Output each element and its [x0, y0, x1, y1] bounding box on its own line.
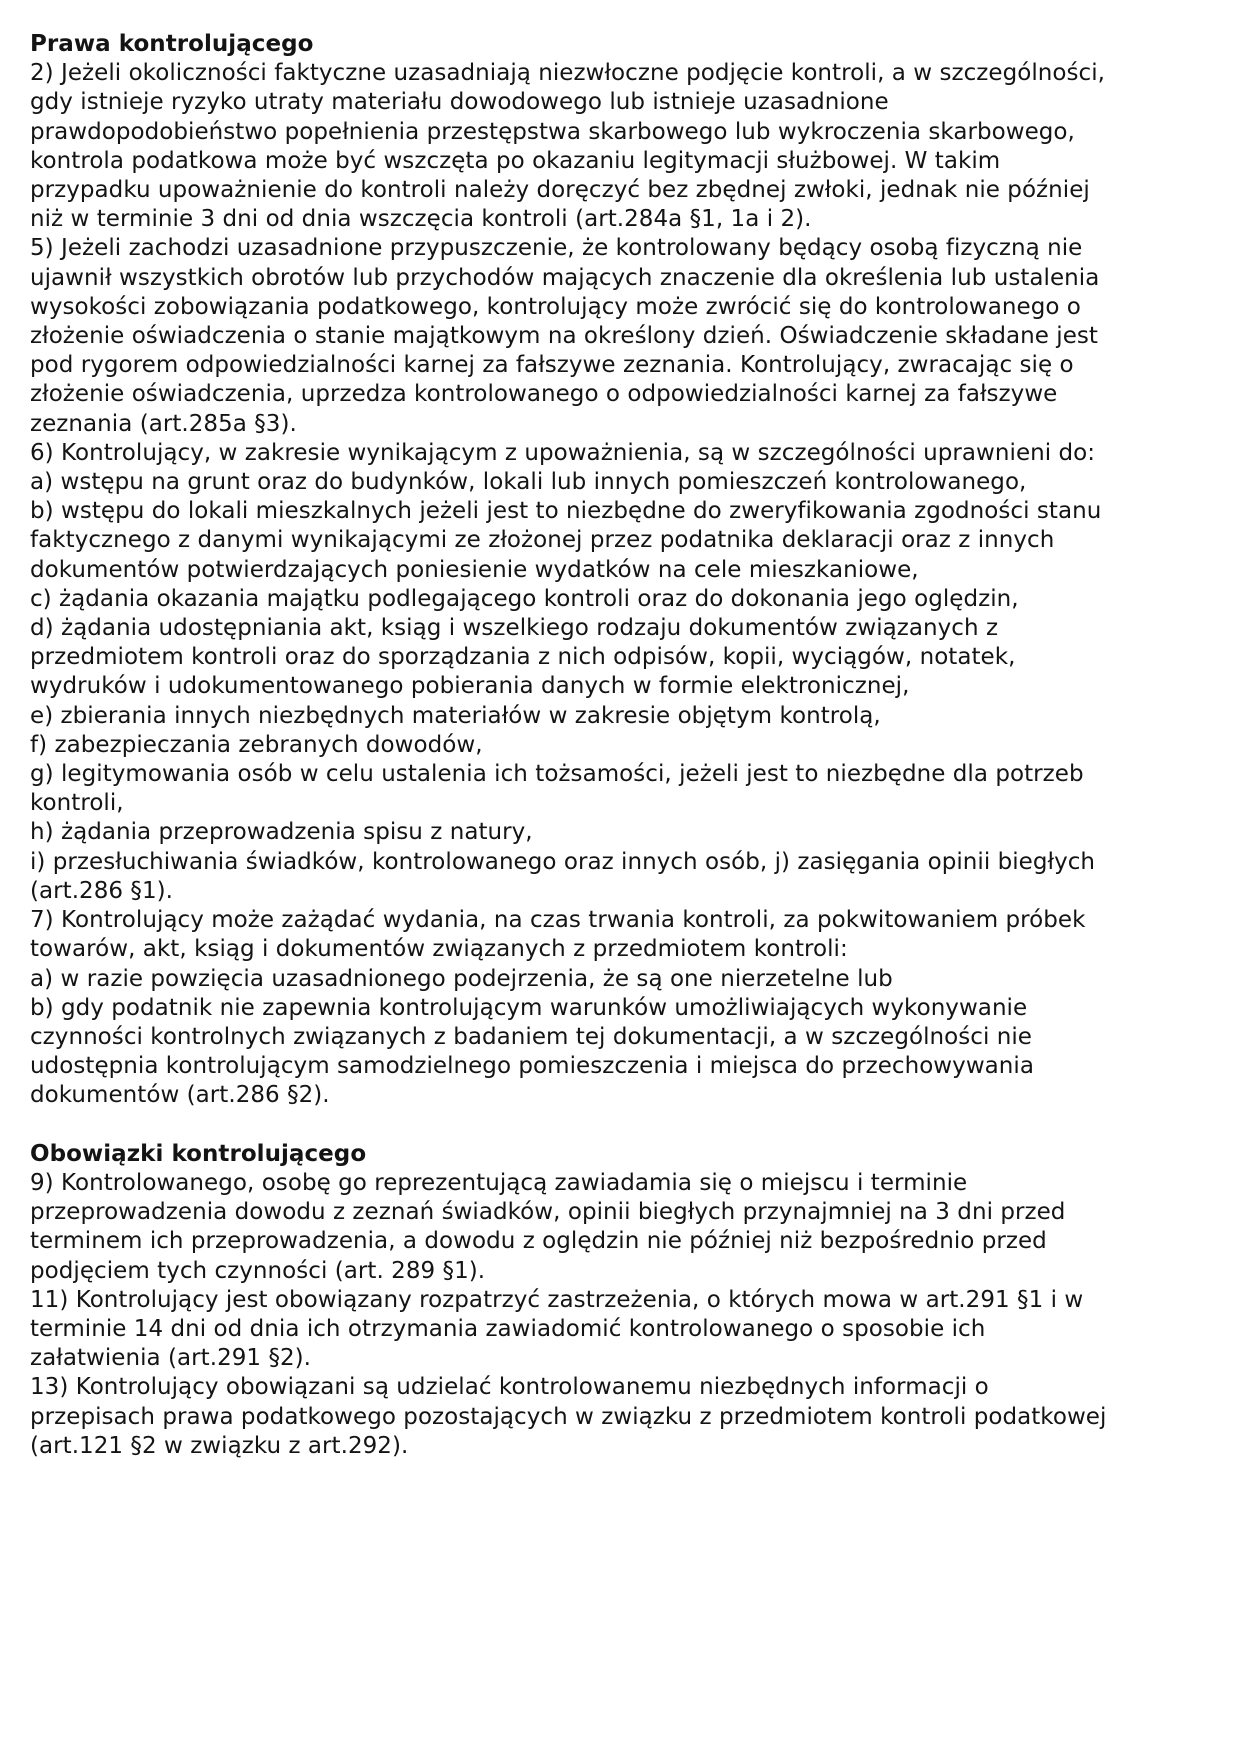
text-line: terminem ich przeprowadzenia, a dowodu z oględzin nie później niż bezpośrednio przed	[30, 1228, 1047, 1255]
text-line: przypadku upoważnienie do kontroli należy doręczyć bez zbędnej zwłoki, jednak nie później	[30, 177, 1090, 204]
text-line: h) żądania przeprowadzenia spisu z natury,	[30, 819, 533, 846]
text-line: wysokości zobowiązania podatkowego, kontrolujący może zwrócić się do kontrolowanego o	[30, 293, 1081, 320]
text-line: przeprowadzenia dowodu z zeznań świadków, opinii biegłych przynajmniej na 3 dni przed	[30, 1199, 1066, 1226]
text-line: kontrola podatkowa może być wszczęta po okazaniu legitymacji służbowej. W takim	[30, 147, 1001, 174]
text-line: a) w razie powzięcia uzasadnionego podejrzenia, że są one nierzetelne lub	[30, 965, 893, 992]
text-line: prawdopodobieństwo popełnienia przestępstwa skarbowego lub wykroczenia skarbowego,	[30, 118, 1075, 145]
text-line: a) wstępu na grunt oraz do budynków, lokali lub innych pomieszczeń kontrolowanego,	[30, 469, 1027, 496]
text-line: i) przesłuchiwania świadków, kontrolowanego oraz innych osób, j) zasięgania opinii biegłych	[30, 848, 1096, 875]
text-line: faktycznego z danymi wynikającymi ze złożonej przez podatnika deklaracji oraz z innych	[30, 527, 1055, 554]
text-line: d) żądania udostępniania akt, ksiąg i wszelkiego rodzaju dokumentów związanych z	[30, 615, 999, 642]
text-line: 2) Jeżeli okoliczności faktyczne uzasadniają niezwłoczne podjęcie kontroli, a w szczególności,	[30, 60, 1105, 87]
text-line: przedmiotem kontroli oraz do sporządzania z nich odpisów, kopii, wyciągów, notatek,	[30, 644, 1016, 671]
text-line: wydruków i udokumentowanego pobierania danych w formie elektronicznej,	[30, 673, 910, 700]
text-line: udostępnia kontrolującym samodzielnego pomieszczenia i miejsca do przechowywania	[30, 1053, 1034, 1080]
text-line: dokumentów potwierdzających poniesienie wydatków na cele mieszkaniowe,	[30, 556, 919, 583]
text-line: 13) Kontrolujący obowiązani są udzielać kontrolowanemu niezbędnych informacji o	[30, 1374, 989, 1401]
text-line: ujawnił wszystkich obrotów lub przychodów mających znaczenie dla określenia lub ustalenia	[30, 264, 1100, 291]
section-spacer	[30, 1111, 1220, 1140]
text-line: kontroli,	[30, 790, 124, 817]
text-line: c) żądania okazania majątku podlegającego kontroli oraz do dokonania jego oględzin,	[30, 585, 1019, 612]
text-line: złożenie oświadczenia o stanie majątkowym na określony dzień. Oświadczenie składane jest	[30, 323, 1098, 350]
text-line: e) zbierania innych niezbędnych materiałów w zakresie objętym kontrolą,	[30, 702, 881, 729]
text-line: b) wstępu do lokali mieszkalnych jeżeli jest to niezbędne do zweryfikowania zgodności stanu	[30, 498, 1102, 525]
text-line: (art.121 §2 w związku z art.292).	[30, 1432, 409, 1459]
text-line: b) gdy podatnik nie zapewnia kontrolującym warunków umożliwiających wykonywanie	[30, 994, 1028, 1021]
text-line: 9) Kontrolowanego, osobę go reprezentującą zawiadamia się o miejscu i terminie	[30, 1169, 968, 1196]
text-line: zeznania (art.285a §3).	[30, 410, 297, 437]
text-line: gdy istnieje ryzyko utraty materiału dowodowego lub istnieje uzasadnione	[30, 89, 889, 116]
text-line: f) zabezpieczania zebranych dowodów,	[30, 731, 483, 758]
text-line: 6) Kontrolujący, w zakresie wynikającym z upoważnienia, są w szczególności uprawnieni do:	[30, 439, 1096, 466]
section-heading: Obowiązki kontrolującego	[30, 1140, 367, 1167]
text-line: 11) Kontrolujący jest obowiązany rozpatrzyć zastrzeżenia, o których mowa w art.291 §1 i w	[30, 1286, 1084, 1313]
text-line: załatwienia (art.291 §2).	[30, 1345, 312, 1372]
text-line: złożenie oświadczenia, uprzedza kontrolowanego o odpowiedzialności karnej za fałszywe	[30, 381, 1058, 408]
text-line: czynności kontrolnych związanych z badaniem tej dokumentacji, a w szczególności nie	[30, 1023, 1033, 1050]
text-line: towarów, akt, ksiąg i dokumentów związanych z przedmiotem kontroli:	[30, 936, 848, 963]
text-line: podjęciem tych czynności (art. 289 §1).	[30, 1257, 486, 1284]
text-line: przepisach prawa podatkowego pozostających w związku z przedmiotem kontroli podatkowej	[30, 1403, 1107, 1430]
text-line: (art.286 §1).	[30, 877, 174, 904]
section-prawa-kontrolujacego	[30, 30, 1220, 1111]
text-line: g) legitymowania osób w celu ustalenia ich tożsamości, jeżeli jest to niezbędne dla potrzeb	[30, 761, 1084, 788]
document-page	[30, 30, 1220, 1461]
text-line: terminie 14 dni od dnia ich otrzymania zawiadomić kontrolowanego o sposobie ich	[30, 1315, 986, 1342]
text-line: pod rygorem odpowiedzialności karnej za fałszywe zeznania. Kontrolujący, zwracając się o	[30, 352, 1074, 379]
text-line: dokumentów (art.286 §2).	[30, 1082, 330, 1109]
text-line: niż w terminie 3 dni od dnia wszczęcia kontroli (art.284a §1, 1a i 2).	[30, 206, 812, 233]
text-line: 5) Jeżeli zachodzi uzasadnione przypuszczenie, że kontrolowany będący osobą fizyczną nie	[30, 235, 1083, 262]
section-obowiazki-kontrolujacego	[30, 1140, 1220, 1461]
section-heading: Prawa kontrolującego	[30, 31, 314, 57]
text-line: 7) Kontrolujący może zażądać wydania, na czas trwania kontroli, za pokwitowaniem próbek	[30, 907, 1086, 934]
